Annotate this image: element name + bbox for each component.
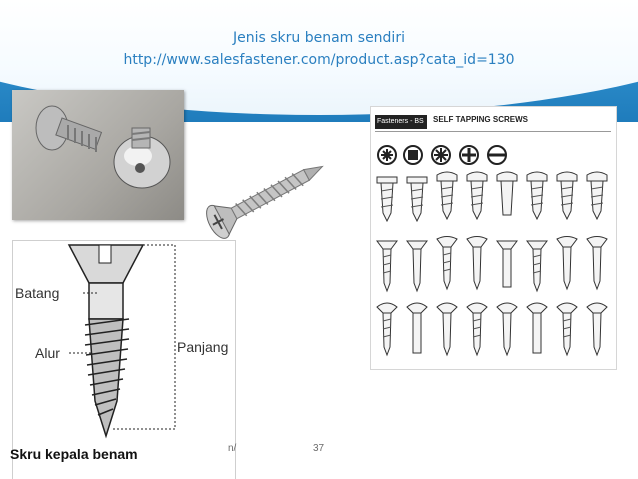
diagram-caption: Skru kepala benam — [10, 446, 138, 462]
chart-header-label: Fasteners - BS — [375, 115, 427, 129]
photo-two-screws — [12, 90, 184, 220]
self-tapping-screws-chart — [370, 106, 617, 370]
label-alur: Alur — [35, 345, 60, 361]
screw-types-illustration — [371, 107, 616, 369]
screw-row-3 — [377, 303, 607, 355]
screw-left — [36, 106, 101, 152]
page-number: 37 — [313, 443, 325, 454]
screw-row-2 — [377, 237, 607, 292]
screw-row-1 — [377, 172, 607, 221]
countersunk-screw-diagram — [12, 240, 236, 479]
chart-title: SELF TAPPING SCREWS — [433, 115, 528, 124]
source-url: http://www.salesfastener.com/product.asp?cata_id=130 — [123, 52, 515, 68]
label-batang: Batang — [15, 285, 60, 301]
screws-photo-illustration — [12, 90, 184, 220]
footer-fragment: n/ — [228, 443, 237, 454]
label-panjang: Panjang — [177, 339, 229, 355]
drive-icons-row — [378, 146, 506, 164]
slide-title: Jenis skru benam sendiri — [233, 30, 405, 46]
screw-right — [114, 128, 170, 188]
